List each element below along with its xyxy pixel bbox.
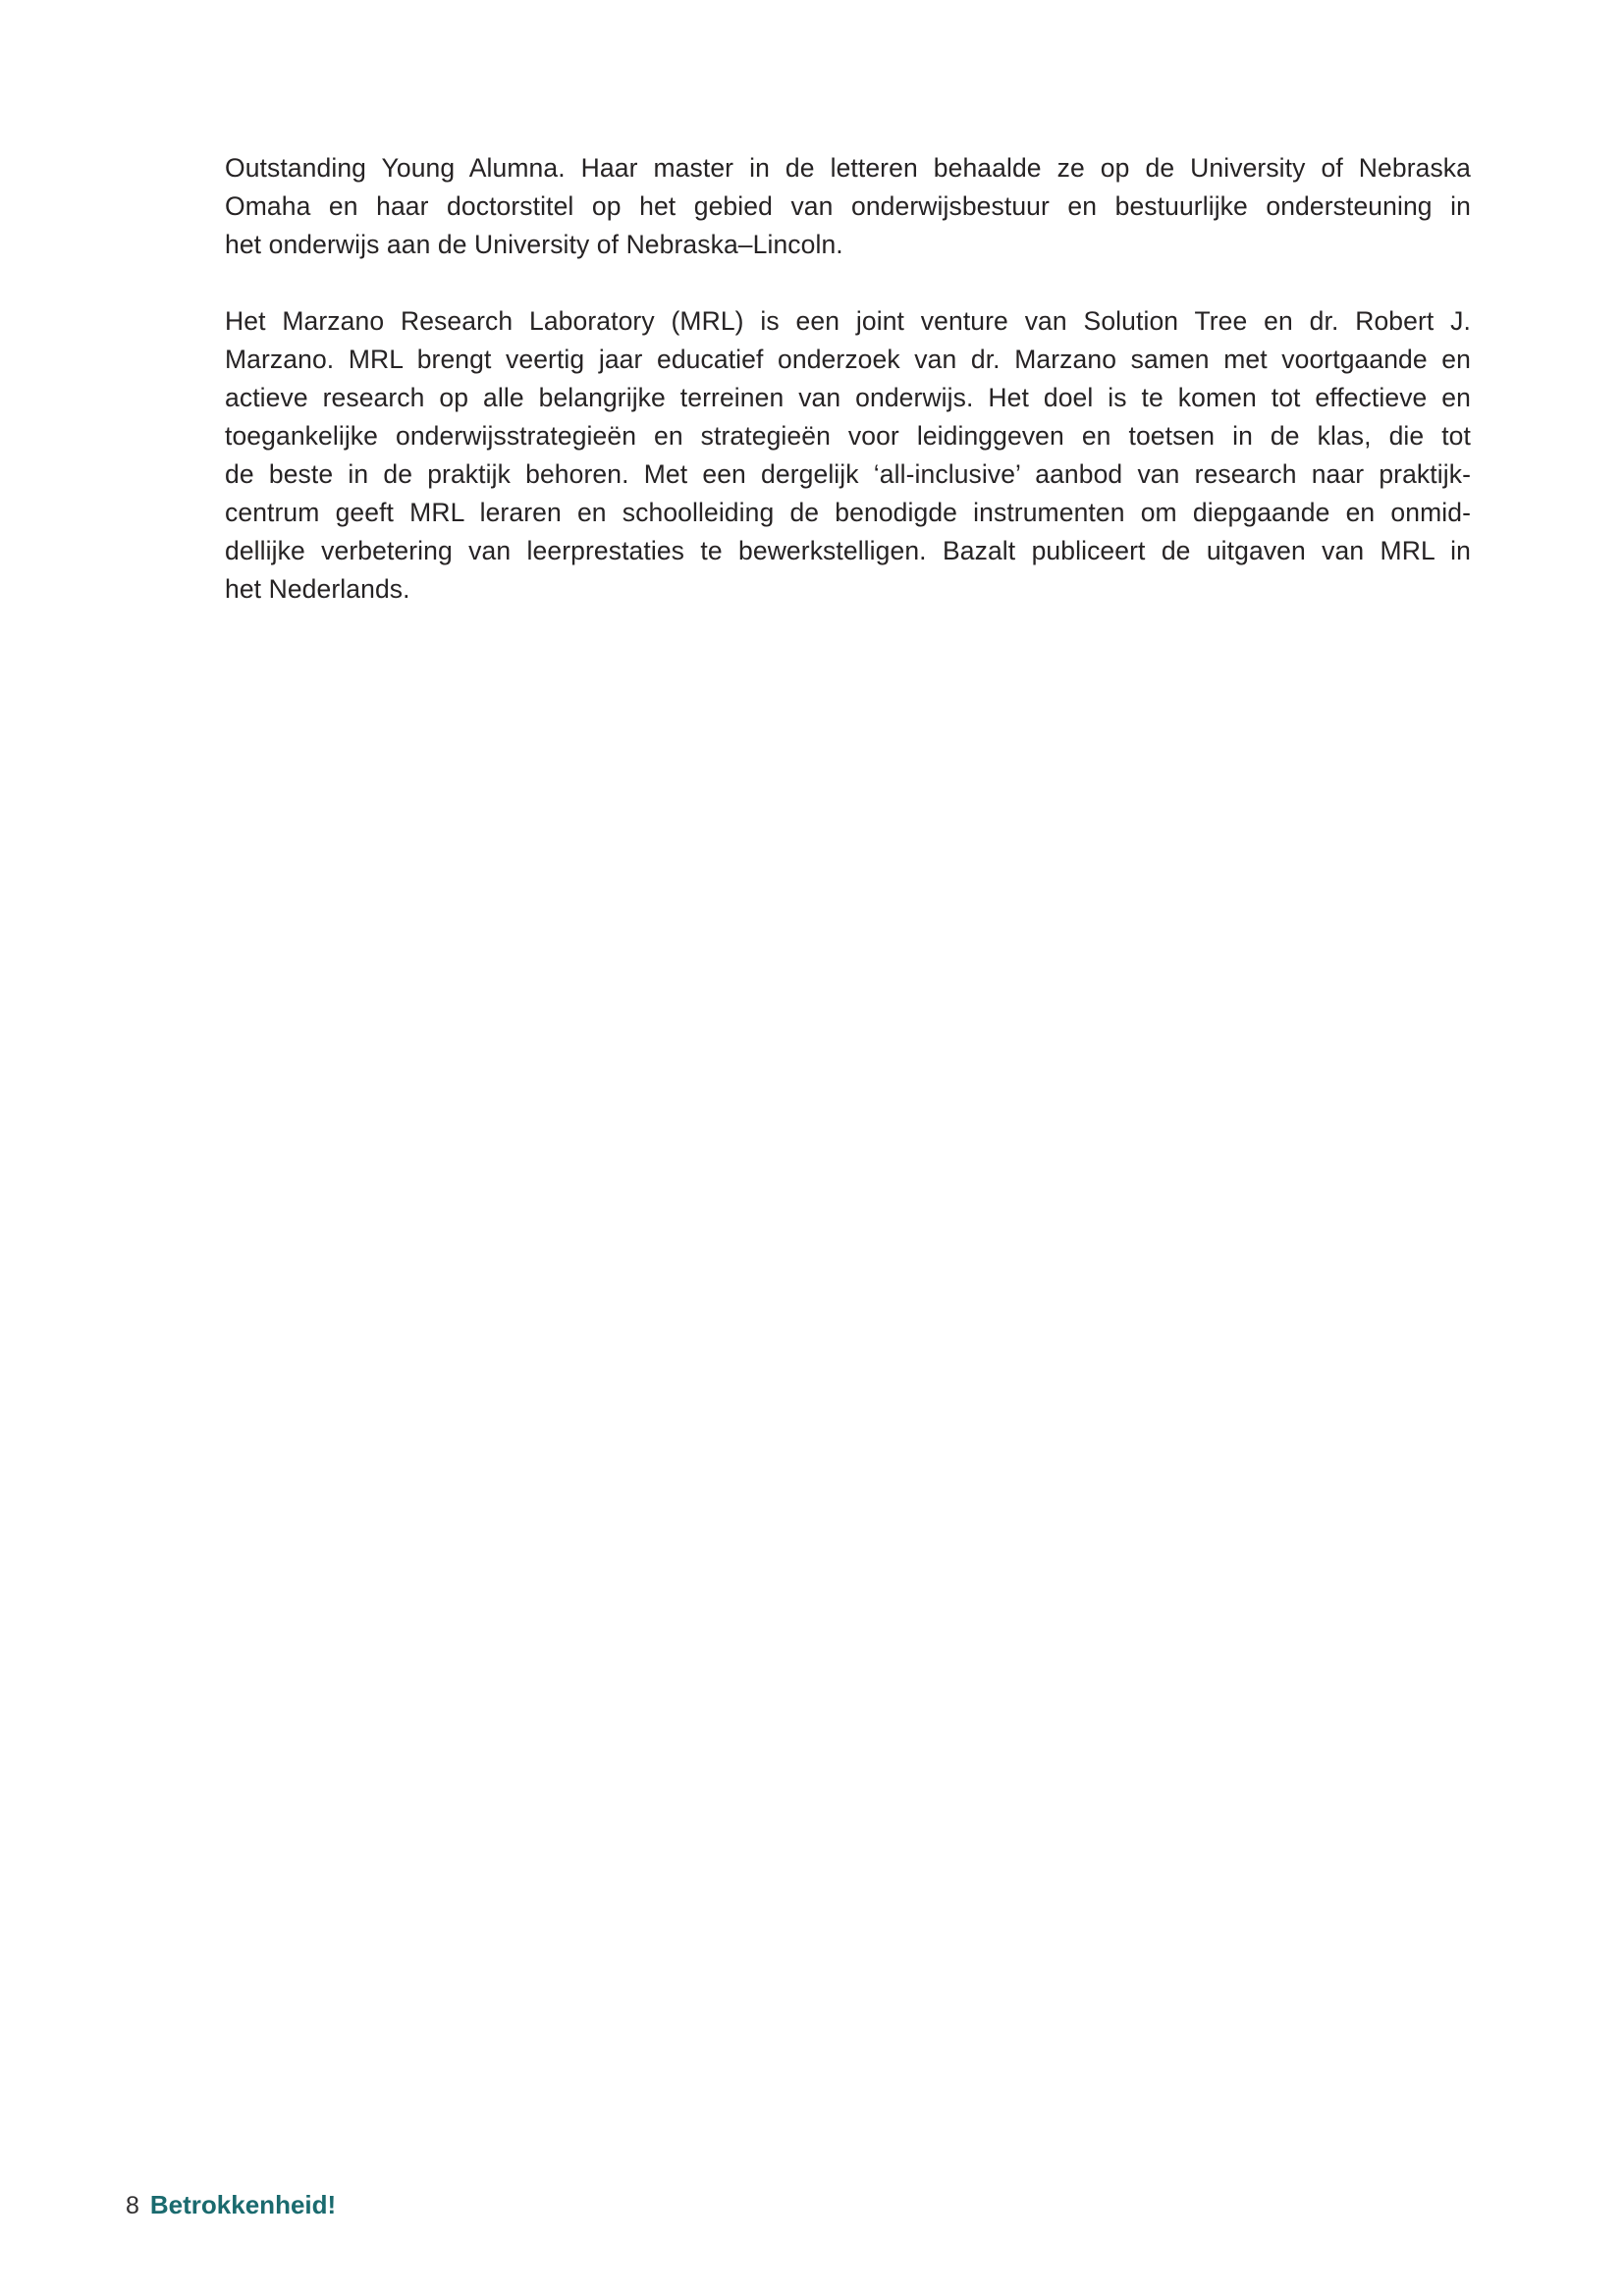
paragraph [225,149,1471,264]
text-line: actieve research op alle belangrijke terreinen van onderwijs. Het doel is te komen tot effectieve en [225,383,1471,412]
text-line: het Nederlands. [225,574,410,604]
text-line: Outstanding Young Alumna. Haar master in de letteren behaalde ze op de University of Nebraska [225,153,1471,183]
text-line: dellijke verbetering van leerprestaties te bewerkstelligen. Bazalt publiceert de uitgaven van MRL in [225,536,1471,565]
text-line: de beste in de praktijk behoren. Met een dergelijk ‘all-inclusive’ aanbod van research naar praktijk- [225,459,1471,489]
text-line: Omaha en haar doctorstitel op het gebied van onderwijsbestuur en bestuurlijke ondersteuning in [225,191,1471,221]
book-title: Betrokkenheid! [149,2190,337,2219]
text-line: centrum geeft MRL leraren en schoolleiding de benodigde instrumenten om diepgaande en onmid- [225,498,1471,527]
text-line: toegankelijke onderwijsstrategieën en strategieën voor leidinggeven en toetsen in de klas, die tot [225,421,1471,451]
text-line: het onderwijs aan de University of Nebraska–Lincoln. [225,230,843,259]
body-text-block [225,149,1471,647]
page-number: 8 [126,2192,139,2219]
text-line: Marzano. MRL brengt veertig jaar educatief onderzoek van dr. Marzano samen met voortgaande en [225,345,1471,374]
paragraph [225,302,1471,609]
page-footer [126,2192,336,2218]
text-line: Het Marzano Research Laboratory (MRL) is een joint venture van Solution Tree en dr. Robert J. [225,306,1471,336]
